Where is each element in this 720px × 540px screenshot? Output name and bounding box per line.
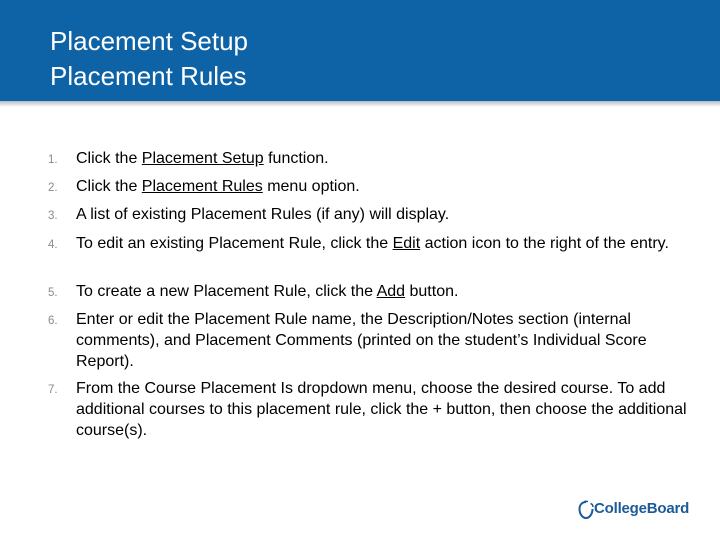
slide-title: Placement Setup: [50, 26, 249, 56]
header-shadow: [0, 101, 720, 107]
step-number: 2.: [48, 182, 58, 194]
add-link: Add: [376, 283, 406, 300]
logo-text: CollegeBoard: [594, 500, 690, 517]
step-text: From the Course Placement Is dropdown menu, choose the desired course. To add additional courses to this placement rule, click the + button, then choose the additional course(s).: [76, 380, 687, 439]
step-text: Enter or edit the Placement Rule name, the Description/Notes section (internal comments), and Placement Comments (printed on the student’s Individual Score Report).: [76, 311, 647, 370]
slide-header: [0, 0, 720, 101]
step-text: Click the Placement Rules menu option.: [76, 178, 360, 195]
slide-subtitle: Placement Rules: [50, 61, 247, 91]
step-text: Click the Placement Setup function.: [76, 150, 329, 167]
acorn-icon: [578, 500, 594, 520]
step-text: A list of existing Placement Rules (if any) will display.: [76, 206, 450, 223]
step-text: To edit an existing Placement Rule, click the Edit action icon to the right of the entry.: [76, 235, 669, 252]
step-number: 6.: [48, 315, 58, 327]
step-number: 4.: [48, 239, 58, 251]
placement-rules-link: Placement Rules: [141, 178, 263, 195]
step-number: 3.: [48, 210, 58, 222]
step-text: To create a new Placement Rule, click the Add button.: [76, 283, 459, 300]
edit-link: Edit: [392, 235, 421, 252]
step-number: 5.: [48, 287, 58, 299]
step-number: 1.: [48, 154, 58, 166]
step-number: 7.: [48, 384, 58, 396]
placement-setup-link: Placement Setup: [141, 150, 264, 167]
